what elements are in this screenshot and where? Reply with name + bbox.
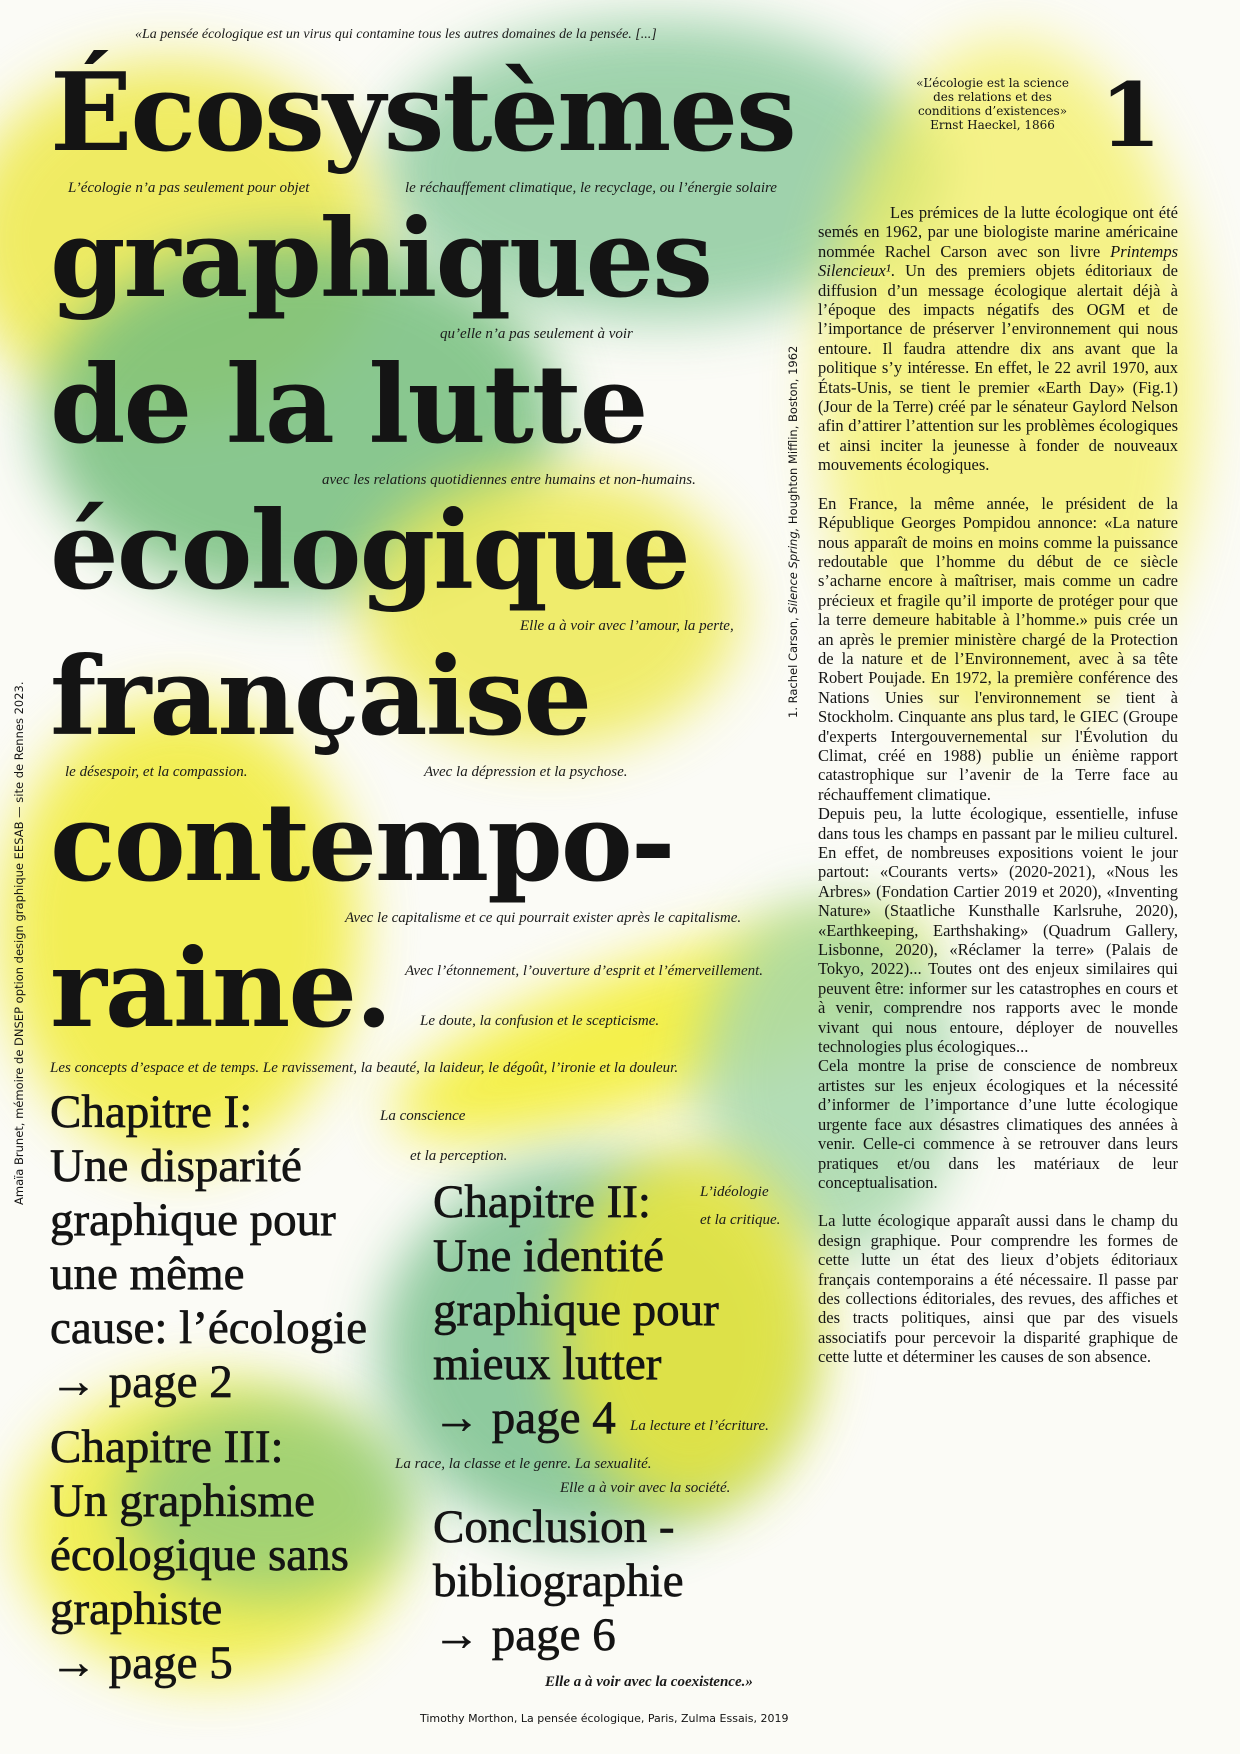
quote: L’écologie n’a pas seulement pour objet <box>68 180 310 196</box>
quote: Elle a à voir avec la coexistence.» <box>545 1674 753 1690</box>
quote-line: «L’écologie est la science <box>916 76 1069 90</box>
chapter-title-line: Une identité <box>433 1230 665 1282</box>
title-line: française <box>50 634 591 760</box>
quote: Le doute, la confusion et le scepticisme. <box>420 1013 660 1029</box>
chapter-3-page-link[interactable]: → page 5 <box>50 1637 233 1689</box>
title-line: Écosystèmes <box>50 50 795 176</box>
chapter-title-line: une même <box>50 1248 245 1300</box>
quote: Elle a à voir avec la société. <box>560 1480 731 1496</box>
top-quote: «La pensée écologique est un virus qui contamine tous les autres domaines de la pensée. [...] <box>135 27 657 42</box>
title-line: de la lutte <box>50 342 647 468</box>
chapter-1 <box>50 1085 367 1409</box>
chapter-3 <box>50 1420 349 1690</box>
footnote-author: Rachel Carson, <box>786 617 800 704</box>
chapter-heading: Conclusion - <box>433 1501 675 1553</box>
paragraph: La lutte écologique apparaît aussi dans le champ du design graphique. Pour comprendre les formes de cette lutte un état des lieux d’objets éditoriaux français contemporains a été nécessaire. Il passe par des collections éditoriales, des revues, des affiches et des tracts politiques, ainsi que par des visuels associatifs pour percevoir la disparité graphique de cette lutte et déterminer les causes de son absence. <box>818 1211 1178 1367</box>
quote: et la critique. <box>700 1212 781 1228</box>
quote: Avec la dépression et la psychose. <box>424 764 628 780</box>
page-title <box>50 40 795 1062</box>
quote: La race, la classe et le genre. La sexualité. <box>395 1456 652 1472</box>
chapter-title-line: cause: l’écologie <box>50 1302 368 1354</box>
chapter-title-line: bibliographie <box>433 1555 684 1607</box>
quote: Elle a à voir avec l’amour, la perte, <box>520 618 734 634</box>
chapter-title-line: mieux lutter <box>433 1338 662 1390</box>
paragraph: Cela montre la prise de conscience de nombreux artistes sur les enjeux écologiques et la nécessité d’informer de l’importance d’une lutte écologique urgente face aux désastres climatiques des années à venir. Celle-ci commence à se retrouver dans leurs pratiques et/ou dans les matériaux de leur conceptualisation. <box>818 1056 1178 1192</box>
title-line: contempo- <box>50 780 674 906</box>
quote: Avec le capitalisme et ce qui pourrait exister après le capitalisme. <box>345 910 742 926</box>
paragraph: Depuis peu, la lutte écologique, essentielle, infuse dans tous les champs en passant par le milieu culturel. En effet, de nombreuses expositions voient le jour partout: «Courants verts» (2020-2021), «Nous les Arbres» (Fondation Cartier 2019 et 2020), «Inventing Nature» (Staatliche Kunsthalle Karlsruhe, 2020), «Earthkeeping, Earthshaking» (Quadrum Gallery, Lisbonne, 2020), «Réclamer la terre» (Palais de Tokyo, 2022)... Toutes ont des enjeux similaires qui peuvent être: informer sur les catastrophes en cours et à venir, comprendre nos rapports avec le monde vivant qui nous entoure, déployer de nouvelles technologies plus écologiques... <box>818 804 1178 1057</box>
chapter-heading: Chapitre I: <box>50 1086 253 1138</box>
quote: La lecture et l’écriture. <box>630 1418 769 1434</box>
quote: L’idéologie <box>700 1184 769 1200</box>
chapter-2 <box>433 1175 719 1445</box>
text: . Un des premiers objets éditoriaux de diffusion d’un message écologique alertait déjà à l’époque des impacts négatifs des OGM et de l’importance de préserver l’environnement qui nous entoure. Il faudra attendre dix ans avant que la politique s’y intéresse. En effet, le 22 avril 1970, aux États-Unis, se tient le premier «Earth Day» (Fig.1) (Jour de la Terre) créé par le sénateur Gaylord Nelson afin d’attirer l’attention sur les problèmes écologiques et ainsi inciter la jeunesse à fonder de nouveaux mouvements écologiques. <box>818 261 1178 475</box>
book-title: Printemps Silencieux¹ <box>818 241 1178 281</box>
quote: Les concepts d’espace et de temps. Le ravissement, la beauté, la laideur, le dégoût, l’ironie et la douleur. <box>50 1060 679 1076</box>
paragraph: En France, la même année, le président de la République Georges Pompidou annonce: «La nature nous apparaît de moins en moins comme la puissance redoutable que l’homme du début de ce siècle s’acharne encore à maîtriser, mais comme un cadre précieux et fragile qu’il importe de protéger pour que la terre demeure habitable à l’homme.» puis crée un an après le premier ministère chargé de la Protection de la nature et de l’Environnement, avec à sa tête Robert Poujade. En 1972, la première conférence des Nations Unies sur l'environnement se tient à Stockholm. Cinquante ans plus tard, le GIEC (Groupe d'experts Intergouvernemental sur l'Évolution du Climat, créé en 1988) publie un énième rapport catastrophique sur l’avenir de la Terre face au réchauffement climatique. <box>818 493 1178 804</box>
footnote-publisher: Houghton Mifflin, Boston, 1962 <box>786 345 800 525</box>
haeckel-quote <box>895 76 1090 132</box>
chapter-title-line: graphiste <box>50 1583 223 1635</box>
quote: qu’elle n’a pas seulement à voir <box>440 326 633 342</box>
quote: et la perception. <box>410 1148 508 1164</box>
chapter-title-line: Une disparité <box>50 1140 302 1192</box>
conclusion <box>433 1500 684 1662</box>
chapter-1-page-link[interactable]: → page 2 <box>50 1356 233 1408</box>
chapter-2-page-link[interactable]: → page 4 <box>433 1392 616 1444</box>
body-text <box>818 203 1178 1367</box>
quote-line: des relations et des <box>933 90 1052 104</box>
quote-author: Ernst Haeckel, 1866 <box>930 118 1055 132</box>
title-line: graphiques <box>50 196 712 322</box>
paragraph <box>818 203 1178 475</box>
footnote <box>786 346 800 718</box>
quote: La conscience <box>380 1108 466 1124</box>
footnote-number: 1. <box>786 707 800 718</box>
citation: Timothy Morthon, La pensée écologique, Paris, Zulma Essais, 2019 <box>420 1712 789 1725</box>
text: Les prémices de la lutte écologique ont été semés en 1962, par une biologiste marine américaine nommée Rachel Carson avec son livre <box>818 203 1178 261</box>
chapter-heading: Chapitre II: <box>433 1176 651 1228</box>
chapter-heading: Chapitre III: <box>50 1421 284 1473</box>
title-line: écologique <box>50 488 689 614</box>
quote: Avec l’étonnement, l’ouverture d’esprit et l’émerveillement. <box>405 963 764 979</box>
quote: le désespoir, et la compassion. <box>65 764 248 780</box>
chapter-title-line: graphique pour <box>433 1284 719 1336</box>
page-number: 1 <box>1100 63 1162 167</box>
quote: avec les relations quotidiennes entre humains et non-humains. <box>322 472 696 488</box>
chapter-title-line: Un graphisme <box>50 1475 315 1527</box>
quote-line: conditions d’existences» <box>917 104 1068 118</box>
quote: le réchauffement climatique, le recyclage, ou l’énergie solaire <box>405 180 777 196</box>
conclusion-page-link[interactable]: → page 6 <box>433 1609 616 1661</box>
footnote-book: Silence Spring, <box>786 527 800 614</box>
title-line: raine. <box>50 926 391 1052</box>
chapter-title-line: écologique sans <box>50 1529 349 1581</box>
side-credit: Amaïa Brunet, mémoire de DNSEP option design graphique EESAB — site de Rennes 2023. <box>12 681 26 1205</box>
chapter-title-line: graphique pour <box>50 1194 336 1246</box>
